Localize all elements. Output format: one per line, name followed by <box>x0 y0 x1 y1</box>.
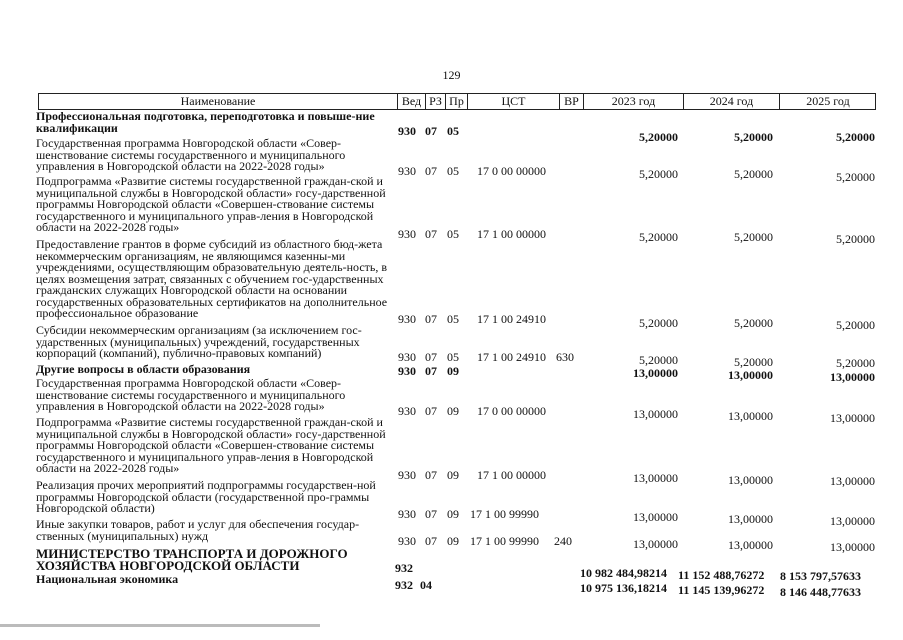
row-2023: 13,00000 <box>633 407 678 421</box>
row-rz: 07 <box>425 164 437 178</box>
row-rz: 07 <box>425 227 437 241</box>
row-pr: 09 <box>447 507 459 521</box>
row-vr: 240 <box>554 534 572 548</box>
row-name: Подпрограмма «Развитие системы государственной граждан-ской и муниципальной службы в Новгородской области» госу-дарственной программы Новгородской области «Совершен-ствование системы государственного и муниципального управ-ления в Новгородской области на 2022-2028 годы» <box>36 174 386 234</box>
row-cst: 17 0 00 00000 <box>477 164 546 178</box>
row-2024: 13,00000 <box>728 512 773 526</box>
row-2025: 13,00000 <box>830 514 875 528</box>
row-name: Другие вопросы в области образования <box>36 362 251 376</box>
row-2025: 8 153 797,57633 <box>780 569 861 583</box>
row-2024: 13,00000 <box>728 473 773 487</box>
row-ved: 932 <box>395 578 413 592</box>
scan-edge <box>0 624 320 627</box>
row-name: Предоставление грантов в форме субсидий из областного бюд-жета некоммерческим организациям, не являющимся казенны-ми учреждениями, осуществляющим образовательную деятель-ность, в целях возмещения затрат, связанных с обучением гос-ударственных гражданских служащих Новгородской области на основании государственных образовательных сертификатов на дополнительное профессиональное образование <box>36 237 388 320</box>
row-name: Реализация прочих мероприятий подпрограммы государствен-ной программы Новгородской области (государственной про-граммы Новгородской области) <box>36 478 376 515</box>
row-cst: 17 0 00 00000 <box>477 404 546 418</box>
row-ved: 930 <box>398 312 416 326</box>
row-2023: 5,20000 <box>639 167 678 181</box>
row-pr: 09 <box>447 404 459 418</box>
row-2023: 13,00000 <box>633 537 678 551</box>
row-name: Национальная экономика <box>36 572 179 586</box>
header-vr: ВР <box>559 94 583 109</box>
row-pr: 09 <box>447 364 459 378</box>
row-name: Иные закупки товаров, работ и услуг для обеспечения государ-ственных (муниципальных) нужд <box>36 517 360 543</box>
row-rz: 07 <box>425 350 437 364</box>
row-2025: 13,00000 <box>830 540 875 554</box>
row-2024: 13,00000 <box>728 538 773 552</box>
row-2025: 13,00000 <box>830 370 875 384</box>
row-name: МИНИСТЕРСТВО ТРАНСПОРТА И ДОРОЖНОГО ХОЗЯЙСТВА НОВГОРОДСКОЙ ОБЛАСТИ <box>36 546 348 573</box>
row-ved: 932 <box>395 561 413 575</box>
row-2023: 10 982 484,98214 <box>580 566 667 580</box>
row-ved: 930 <box>398 124 416 138</box>
row-cst: 17 1 00 24910 <box>477 312 546 326</box>
row-name: Субсидии некоммерческим организациям (за исключением гос-ударственных (муниципальных) учреждений, государственных корпораций (компаний), публично-правовых компаний) <box>36 323 362 360</box>
row-2024: 5,20000 <box>734 230 773 244</box>
row-2023: 5,20000 <box>639 230 678 244</box>
row-rz: 07 <box>425 507 437 521</box>
row-cst: 17 1 00 99990 <box>470 507 539 521</box>
row-cst: 17 1 00 00000 <box>477 468 546 482</box>
header-pr: Пр <box>445 94 467 109</box>
header-2024: 2024 год <box>683 94 779 109</box>
row-2025: 5,20000 <box>836 170 875 184</box>
row-pr: 05 <box>447 124 459 138</box>
row-pr: 05 <box>447 350 459 364</box>
row-pr: 05 <box>447 227 459 241</box>
row-2024: 13,00000 <box>728 368 773 382</box>
row-2023: 10 975 136,18214 <box>580 581 667 595</box>
row-rz: 07 <box>425 312 437 326</box>
page-number: 129 <box>442 68 461 82</box>
row-2024: 5,20000 <box>734 316 773 330</box>
row-cst: 17 1 00 24910 <box>477 350 546 364</box>
row-2024: 5,20000 <box>734 355 773 369</box>
row-2023: 13,00000 <box>633 510 678 524</box>
row-2024: 5,20000 <box>734 130 773 144</box>
row-2025: 13,00000 <box>830 411 875 425</box>
row-ved: 930 <box>398 350 416 364</box>
row-2025: 8 146 448,77633 <box>780 585 861 599</box>
row-ved: 930 <box>398 404 416 418</box>
row-2024: 5,20000 <box>734 167 773 181</box>
row-pr: 05 <box>447 164 459 178</box>
row-2025: 5,20000 <box>836 130 875 144</box>
row-vr: 630 <box>556 350 574 364</box>
row-rz: 07 <box>425 364 437 378</box>
row-ved: 930 <box>398 227 416 241</box>
row-rz: 07 <box>425 124 437 138</box>
row-rz: 07 <box>425 468 437 482</box>
row-pr: 09 <box>447 468 459 482</box>
header-ved: Вед <box>397 94 425 109</box>
row-2023: 5,20000 <box>639 353 678 367</box>
header-2025: 2025 год <box>779 94 876 109</box>
row-cst: 17 1 00 99990 <box>470 534 539 548</box>
row-pr: 09 <box>447 534 459 548</box>
row-name: Государственная программа Новгородской области «Совер-шенствование системы государственного и муниципального управления в Новгородской области на 2022-2028 годы» <box>36 376 346 413</box>
table-header <box>38 93 876 110</box>
row-2025: 5,20000 <box>836 356 875 370</box>
row-2025: 13,00000 <box>830 474 875 488</box>
row-ved: 930 <box>398 468 416 482</box>
header-cst: ЦСТ <box>467 94 559 109</box>
row-2024: 11 145 139,96272 <box>678 583 765 597</box>
row-2023: 13,00000 <box>633 471 678 485</box>
row-ved: 930 <box>398 534 416 548</box>
header-rz: РЗ <box>425 94 445 109</box>
row-name: Подпрограмма «Развитие системы государственной граждан-ской и муниципальной службы в Новгородской области» госу-дарственной программы Новгородской области «Совершен-ствование системы государственного и муниципального управ-ления в Новгородской области на 2022-2028 годы» <box>36 415 386 475</box>
row-name: Государственная программа Новгородской области «Совер-шенствование системы государственного и муниципального управления в Новгородской области на 2022-2028 годы» <box>36 136 346 173</box>
header-name: Наименование <box>180 94 256 108</box>
header-2023: 2023 год <box>583 94 683 109</box>
row-rz: 07 <box>425 404 437 418</box>
row-2023: 5,20000 <box>639 130 678 144</box>
row-2024: 13,00000 <box>728 409 773 423</box>
row-2024: 11 152 488,76272 <box>678 568 765 582</box>
row-2025: 5,20000 <box>836 232 875 246</box>
row-2023: 13,00000 <box>633 366 678 380</box>
row-cst: 17 1 00 00000 <box>477 227 546 241</box>
row-ved: 930 <box>398 507 416 521</box>
row-name: Профессиональная подготовка, переподготовка и повыше-ние квалификации <box>36 109 375 135</box>
row-ved: 930 <box>398 364 416 378</box>
row-2025: 5,20000 <box>836 318 875 332</box>
row-rz: 07 <box>425 534 437 548</box>
row-pr: 05 <box>447 312 459 326</box>
row-ved: 930 <box>398 164 416 178</box>
row-rz: 04 <box>420 578 432 592</box>
row-2023: 5,20000 <box>639 316 678 330</box>
